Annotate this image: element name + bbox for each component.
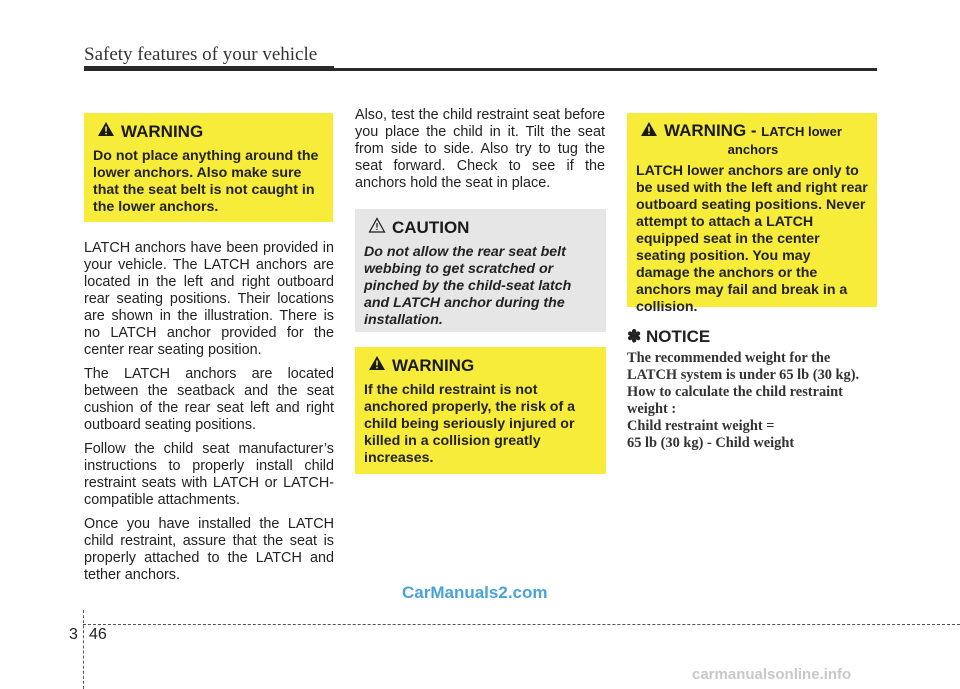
paragraph: Follow the child seat manufacturer’s instructions to properly install child restraint seats with LATCH or LATCH-compatible attachments. (84, 441, 334, 508)
warning-title: WARNING (121, 121, 204, 141)
warning-heading (640, 121, 868, 157)
footer-rule (83, 624, 960, 625)
paragraph: LATCH anchors have been provided in your vehicle. The LATCH anchors are located in the left and right outboard rear seating positions. Their locations are shown in the illustration. There is no LATCH anchor provided for the center rear seating position. (84, 240, 334, 358)
caution-box-seat-belt (355, 209, 606, 332)
page-number: 46 (89, 626, 107, 643)
chapter-number: 3 (69, 626, 78, 643)
warning-heading (97, 121, 324, 142)
paragraph: Once you have installed the LATCH child restraint, assure that the seat is properly attached to the LATCH and tether anchors. (84, 516, 334, 583)
warning-box-child-restraint (355, 347, 606, 474)
caution-triangle-icon (368, 217, 386, 238)
warning-subtitle-line-2: anchors (727, 142, 779, 157)
caution-text: Do not allow the rear seat belt webbing to get scratched or pinched by the child-seat latch and LATCH anchor during the installation. (364, 244, 572, 328)
notice-line: Child restraint weight = (627, 418, 775, 434)
warning-text: If the child restraint is not anchored properly, the risk of a child being seriously injured or killed in a collision greatly increases. (364, 382, 576, 466)
warning-triangle-icon (97, 121, 115, 142)
notice-body (627, 350, 879, 452)
warning-heading-text (664, 121, 842, 157)
notice-line: The recommended weight for the LATCH system is under 65 lb (30 kg). (627, 350, 860, 383)
warning-text: Do not place anything around the lower anchors. Also make sure that the seat belt is not caught in the lower anchors. (93, 148, 319, 215)
warning-triangle-icon (640, 121, 658, 142)
paragraph: Also, test the child restraint seat before you place the child in it. Tilt the seat from side to side. Also try to tug the seat forward. Check to see if the anchors hold the seat in place. (355, 107, 605, 191)
caution-heading (368, 217, 597, 238)
footer-vertical-rule (83, 610, 84, 689)
header-rule-accent (84, 66, 334, 71)
left-body-text (84, 240, 334, 591)
notice-line: How to calculate the child restraint weight : (627, 384, 843, 417)
caution-title: CAUTION (392, 217, 470, 237)
warning-subtitle: LATCH lower (761, 124, 842, 139)
warning-text: LATCH lower anchors are only to be used with the left and right rear outboard seating positions. Never attempt to attach a LATCH equipped seat in the center seating position. You may damage the anchors or the anchors may fail and break in a collision. (636, 163, 868, 315)
page-header-title: Safety features of your vehicle (84, 44, 318, 65)
warning-title: WARNING - (664, 121, 757, 140)
paragraph: The LATCH anchors are located between the seatback and the seat cushion of the rear seat left and right outboard seating positions. (84, 366, 334, 433)
middle-body-text (355, 107, 605, 199)
warning-triangle-icon (368, 355, 386, 376)
warning-title: WARNING (392, 355, 475, 375)
warning-box-latch-lower-anchors (627, 113, 877, 315)
notice-title: ✽ NOTICE (627, 327, 711, 346)
warning-heading (368, 355, 597, 376)
watermark-carmanuals2[interactable]: CarManuals2.com (402, 583, 548, 602)
warning-box-lower-anchors (84, 113, 333, 222)
notice-line: 65 lb (30 kg) - Child weight (627, 435, 795, 451)
watermark-carmanualsonline[interactable]: carmanualsonline.info (692, 666, 852, 683)
